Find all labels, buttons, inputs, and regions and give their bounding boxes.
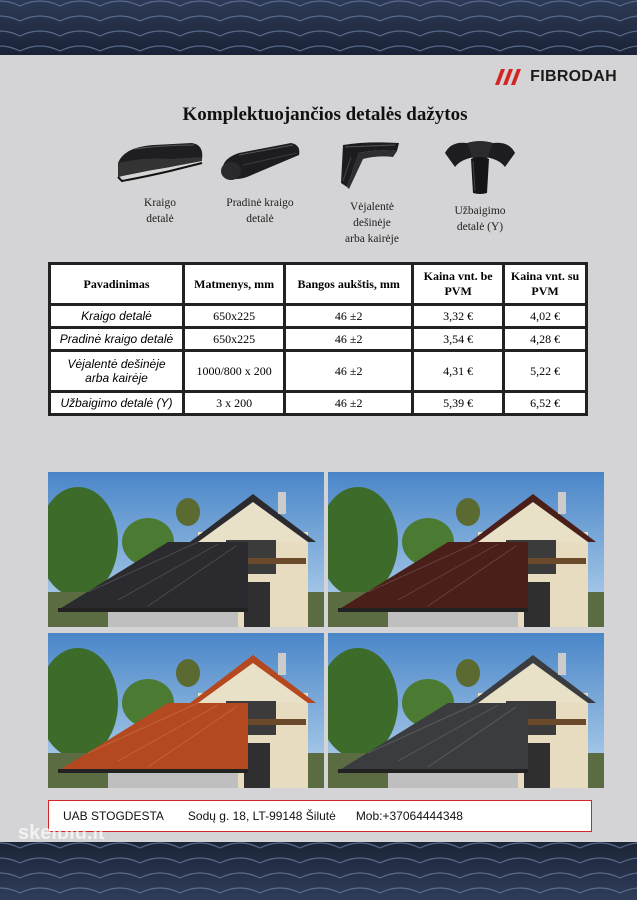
house-photo [48, 472, 324, 627]
product-wind-board [322, 137, 422, 247]
table-cell-dimensions: 1000/800 x 200 [185, 352, 283, 390]
table-cell-name: Kraigo detalė [51, 306, 182, 326]
watermark-text: skelbiu.lt [18, 822, 105, 844]
table-row [51, 306, 585, 326]
table-cell-dimensions: 650x225 [185, 306, 283, 326]
product-ridge-cap [110, 137, 210, 227]
house-photo [328, 633, 604, 788]
table-cell-wave-height: 46 ±2 [286, 329, 411, 349]
product-label: Užbaigimo detalė (Y) [454, 205, 506, 233]
contact-bar [48, 800, 592, 832]
table-header-cell: Pavadinimas [51, 265, 182, 303]
product-y-ridge-end [425, 137, 535, 235]
ridge-start-cap-icon [217, 137, 303, 189]
table-cell-dimensions: 3 x 200 [185, 393, 283, 413]
table-header-row [51, 265, 585, 303]
product-label: Vėjalentė dešinėje arba kairėje [345, 201, 399, 245]
table-cell-wave-height: 46 ±2 [286, 393, 411, 413]
brand-logo-icon [494, 68, 524, 86]
company-address: Sodų g. 18, LT-99148 Šilutė [187, 809, 336, 823]
product-label: Kraigo detalė [144, 197, 176, 225]
ridge-cap-icon [114, 137, 206, 189]
bottom-roof-banner [0, 842, 637, 900]
house-photo [328, 472, 604, 627]
table-cell-price-ex-vat: 5,39 € [414, 393, 502, 413]
table-cell-wave-height: 46 ±2 [286, 352, 411, 390]
table-cell-price-ex-vat: 3,32 € [414, 306, 502, 326]
page-title: Komplektuojančios detalės dažytos [182, 104, 468, 125]
table-cell-price-ex-vat: 3,54 € [414, 329, 502, 349]
table-header-cell: Matmenys, mm [185, 265, 283, 303]
product-ridge-start-cap [210, 137, 310, 227]
table-row [51, 352, 585, 390]
table-cell-name: Užbaigimo detalė (Y) [51, 393, 182, 413]
table-header-cell: Kaina vnt. su PVM [505, 265, 585, 303]
table-cell-dimensions: 650x225 [185, 329, 283, 349]
table-cell-price-inc-vat: 5,22 € [505, 352, 585, 390]
top-roof-banner [0, 0, 637, 55]
table-row [51, 329, 585, 349]
table-cell-name: Pradinė kraigo detalė [51, 329, 182, 349]
table-header-cell: Kaina vnt. be PVM [414, 265, 502, 303]
house-photo [48, 633, 324, 788]
table-cell-price-inc-vat: 6,52 € [505, 393, 585, 413]
table-cell-name: Vėjalentė dešinėje arba kairėje [51, 352, 182, 390]
brand-logo [494, 68, 617, 86]
table-cell-price-inc-vat: 4,28 € [505, 329, 585, 349]
house-photo-grid [48, 472, 600, 788]
brand-name: FIBRODAH [530, 68, 617, 85]
table-cell-price-ex-vat: 4,31 € [414, 352, 502, 390]
wind-board-icon [337, 137, 407, 193]
table-cell-wave-height: 46 ±2 [286, 306, 411, 326]
company-phone[interactable]: Mob:+37064444348 [355, 809, 463, 823]
table-row [51, 393, 585, 413]
table-header-cell: Bangos aukštis, mm [286, 265, 411, 303]
product-label: Pradinė kraigo detalė [226, 197, 294, 225]
table-cell-price-inc-vat: 4,02 € [505, 306, 585, 326]
y-ridge-end-icon [441, 137, 519, 197]
company-name: UAB STOGDESTA [63, 809, 164, 823]
price-table [48, 262, 588, 416]
